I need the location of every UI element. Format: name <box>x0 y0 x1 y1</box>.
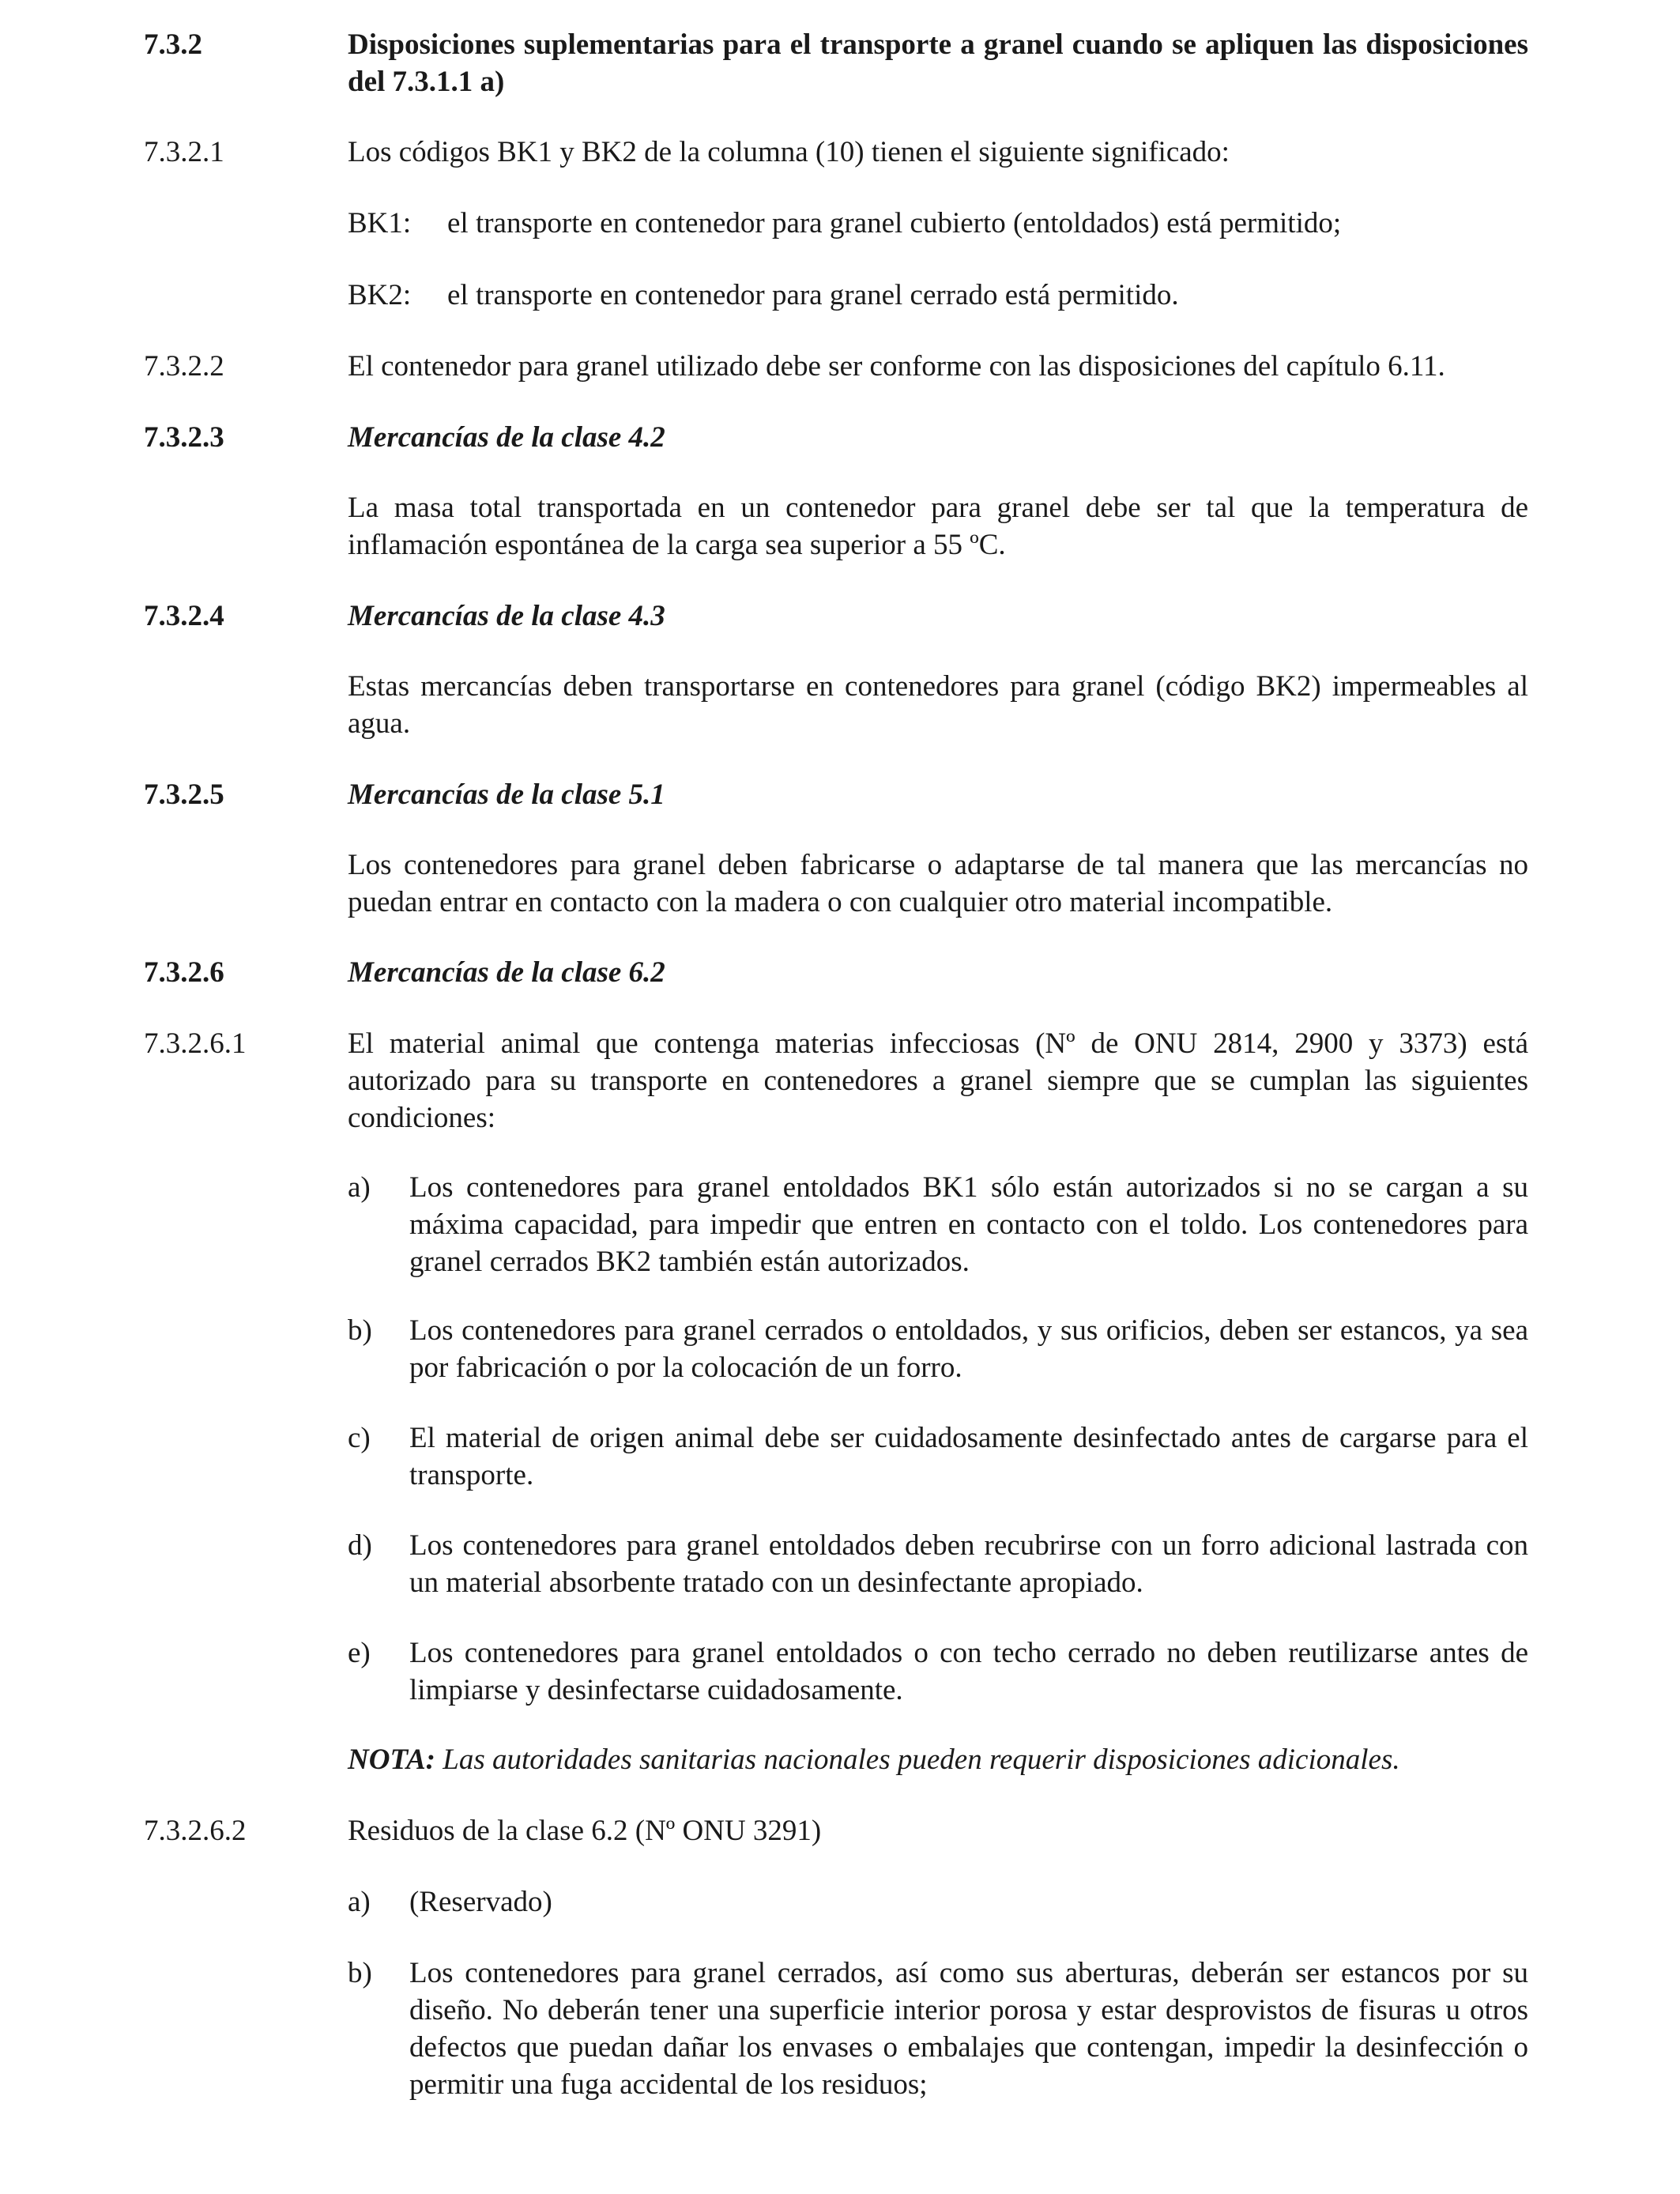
paragraph: Los contenedores para granel deben fabricarse o adaptarse de tal manera que las mercancías no puedan entrar en contacto con la madera o con cualquier otro material incompatible. <box>348 849 1528 918</box>
list-item: (Reservado) <box>409 1886 552 1918</box>
section-number: 7.3.2.4 <box>144 600 224 632</box>
list-item: El material de origen animal debe ser cuidadosamente desinfectado antes de cargarse para el transporte. <box>409 1422 1528 1491</box>
code-label: BK1: <box>348 207 412 239</box>
paragraph: Residuos de la clase 6.2 (Nº ONU 3291) <box>348 1815 822 1847</box>
code-definition: el transporte en contenedor para granel cerrado está permitido. <box>447 279 1179 311</box>
list-item: Los contenedores para granel cerrados o entoldados, y sus orificios, deben ser estancos, ya sea por fabricación o por la colocación de un forro. <box>409 1314 1528 1384</box>
note-label: NOTA: <box>348 1744 435 1776</box>
section-title: Mercancías de la clase 6.2 <box>348 956 665 989</box>
list-item-label: d) <box>348 1529 372 1562</box>
section-title: Mercancías de la clase 5.1 <box>348 778 665 811</box>
list-item: Los contenedores para granel cerrados, así como sus aberturas, deberán ser estancos por su diseño. No deberán tener una superficie interior porosa y estar desprovistos de fisuras u otros defectos que puedan dañar los envases o embalajes que contengan, impedir la desinfección o permitir una fuga accidental de los residuos; <box>409 1957 1528 2101</box>
code-definition: el transporte en contenedor para granel cubierto (entoldados) está permitido; <box>447 207 1342 239</box>
section-number: 7.3.2.2 <box>144 350 224 383</box>
section-number: 7.3.2.6.1 <box>144 1027 247 1060</box>
code-label: BK2: <box>348 279 412 311</box>
paragraph: Los códigos BK1 y BK2 de la columna (10) tienen el siguiente significado: <box>348 136 1230 168</box>
list-item-label: b) <box>348 1314 372 1347</box>
section-number: 7.3.2 <box>144 28 202 61</box>
paragraph: La masa total transportada en un contenedor para granel debe ser tal que la temperatura de inflamación espontánea de la carga sea superior a 55 ºC. <box>348 492 1528 561</box>
paragraph: El contenedor para granel utilizado debe ser conforme con las disposiciones del capítulo 6.11. <box>348 350 1445 383</box>
note-text: Las autoridades sanitarias nacionales pueden requerir disposiciones adicionales. <box>435 1744 1400 1776</box>
paragraph: El material animal que contenga materias infecciosas (Nº de ONU 2814, 2900 y 3373) está autorizado para su transporte en contenedores a granel siempre que se cumplan las siguientes condiciones: <box>348 1027 1528 1134</box>
note <box>348 1741 1528 1778</box>
section-title: Disposiciones suplementarias para el transporte a granel cuando se apliquen las disposiciones del 7.3.1.1 a) <box>348 28 1528 98</box>
section-title: Mercancías de la clase 4.3 <box>348 600 665 632</box>
list-item: Los contenedores para granel entoldados deben recubrirse con un forro adicional lastrada con un material absorbente tratado con un desinfectante apropiado. <box>409 1529 1528 1599</box>
list-item: Los contenedores para granel entoldados BK1 sólo están autorizados si no se cargan a su máxima capacidad, para impedir que entren en contacto con el toldo. Los contenedores para granel cerrados BK2 también están autorizados. <box>409 1171 1528 1278</box>
section-number: 7.3.2.1 <box>144 136 224 168</box>
list-item-label: b) <box>348 1957 372 1989</box>
section-title: Mercancías de la clase 4.2 <box>348 421 665 454</box>
section-number: 7.3.2.3 <box>144 421 224 454</box>
section-number: 7.3.2.5 <box>144 778 224 811</box>
list-item-label: a) <box>348 1171 371 1204</box>
section-number: 7.3.2.6 <box>144 956 224 989</box>
list-item-label: e) <box>348 1637 371 1669</box>
section-number: 7.3.2.6.2 <box>144 1815 247 1847</box>
list-item-label: c) <box>348 1422 371 1454</box>
list-item: Los contenedores para granel entoldados o con techo cerrado no deben reutilizarse antes de limpiarse y desinfectarse cuidadosamente. <box>409 1637 1528 1706</box>
list-item-label: a) <box>348 1886 371 1918</box>
paragraph: Estas mercancías deben transportarse en contenedores para granel (código BK2) impermeables al agua. <box>348 670 1528 740</box>
